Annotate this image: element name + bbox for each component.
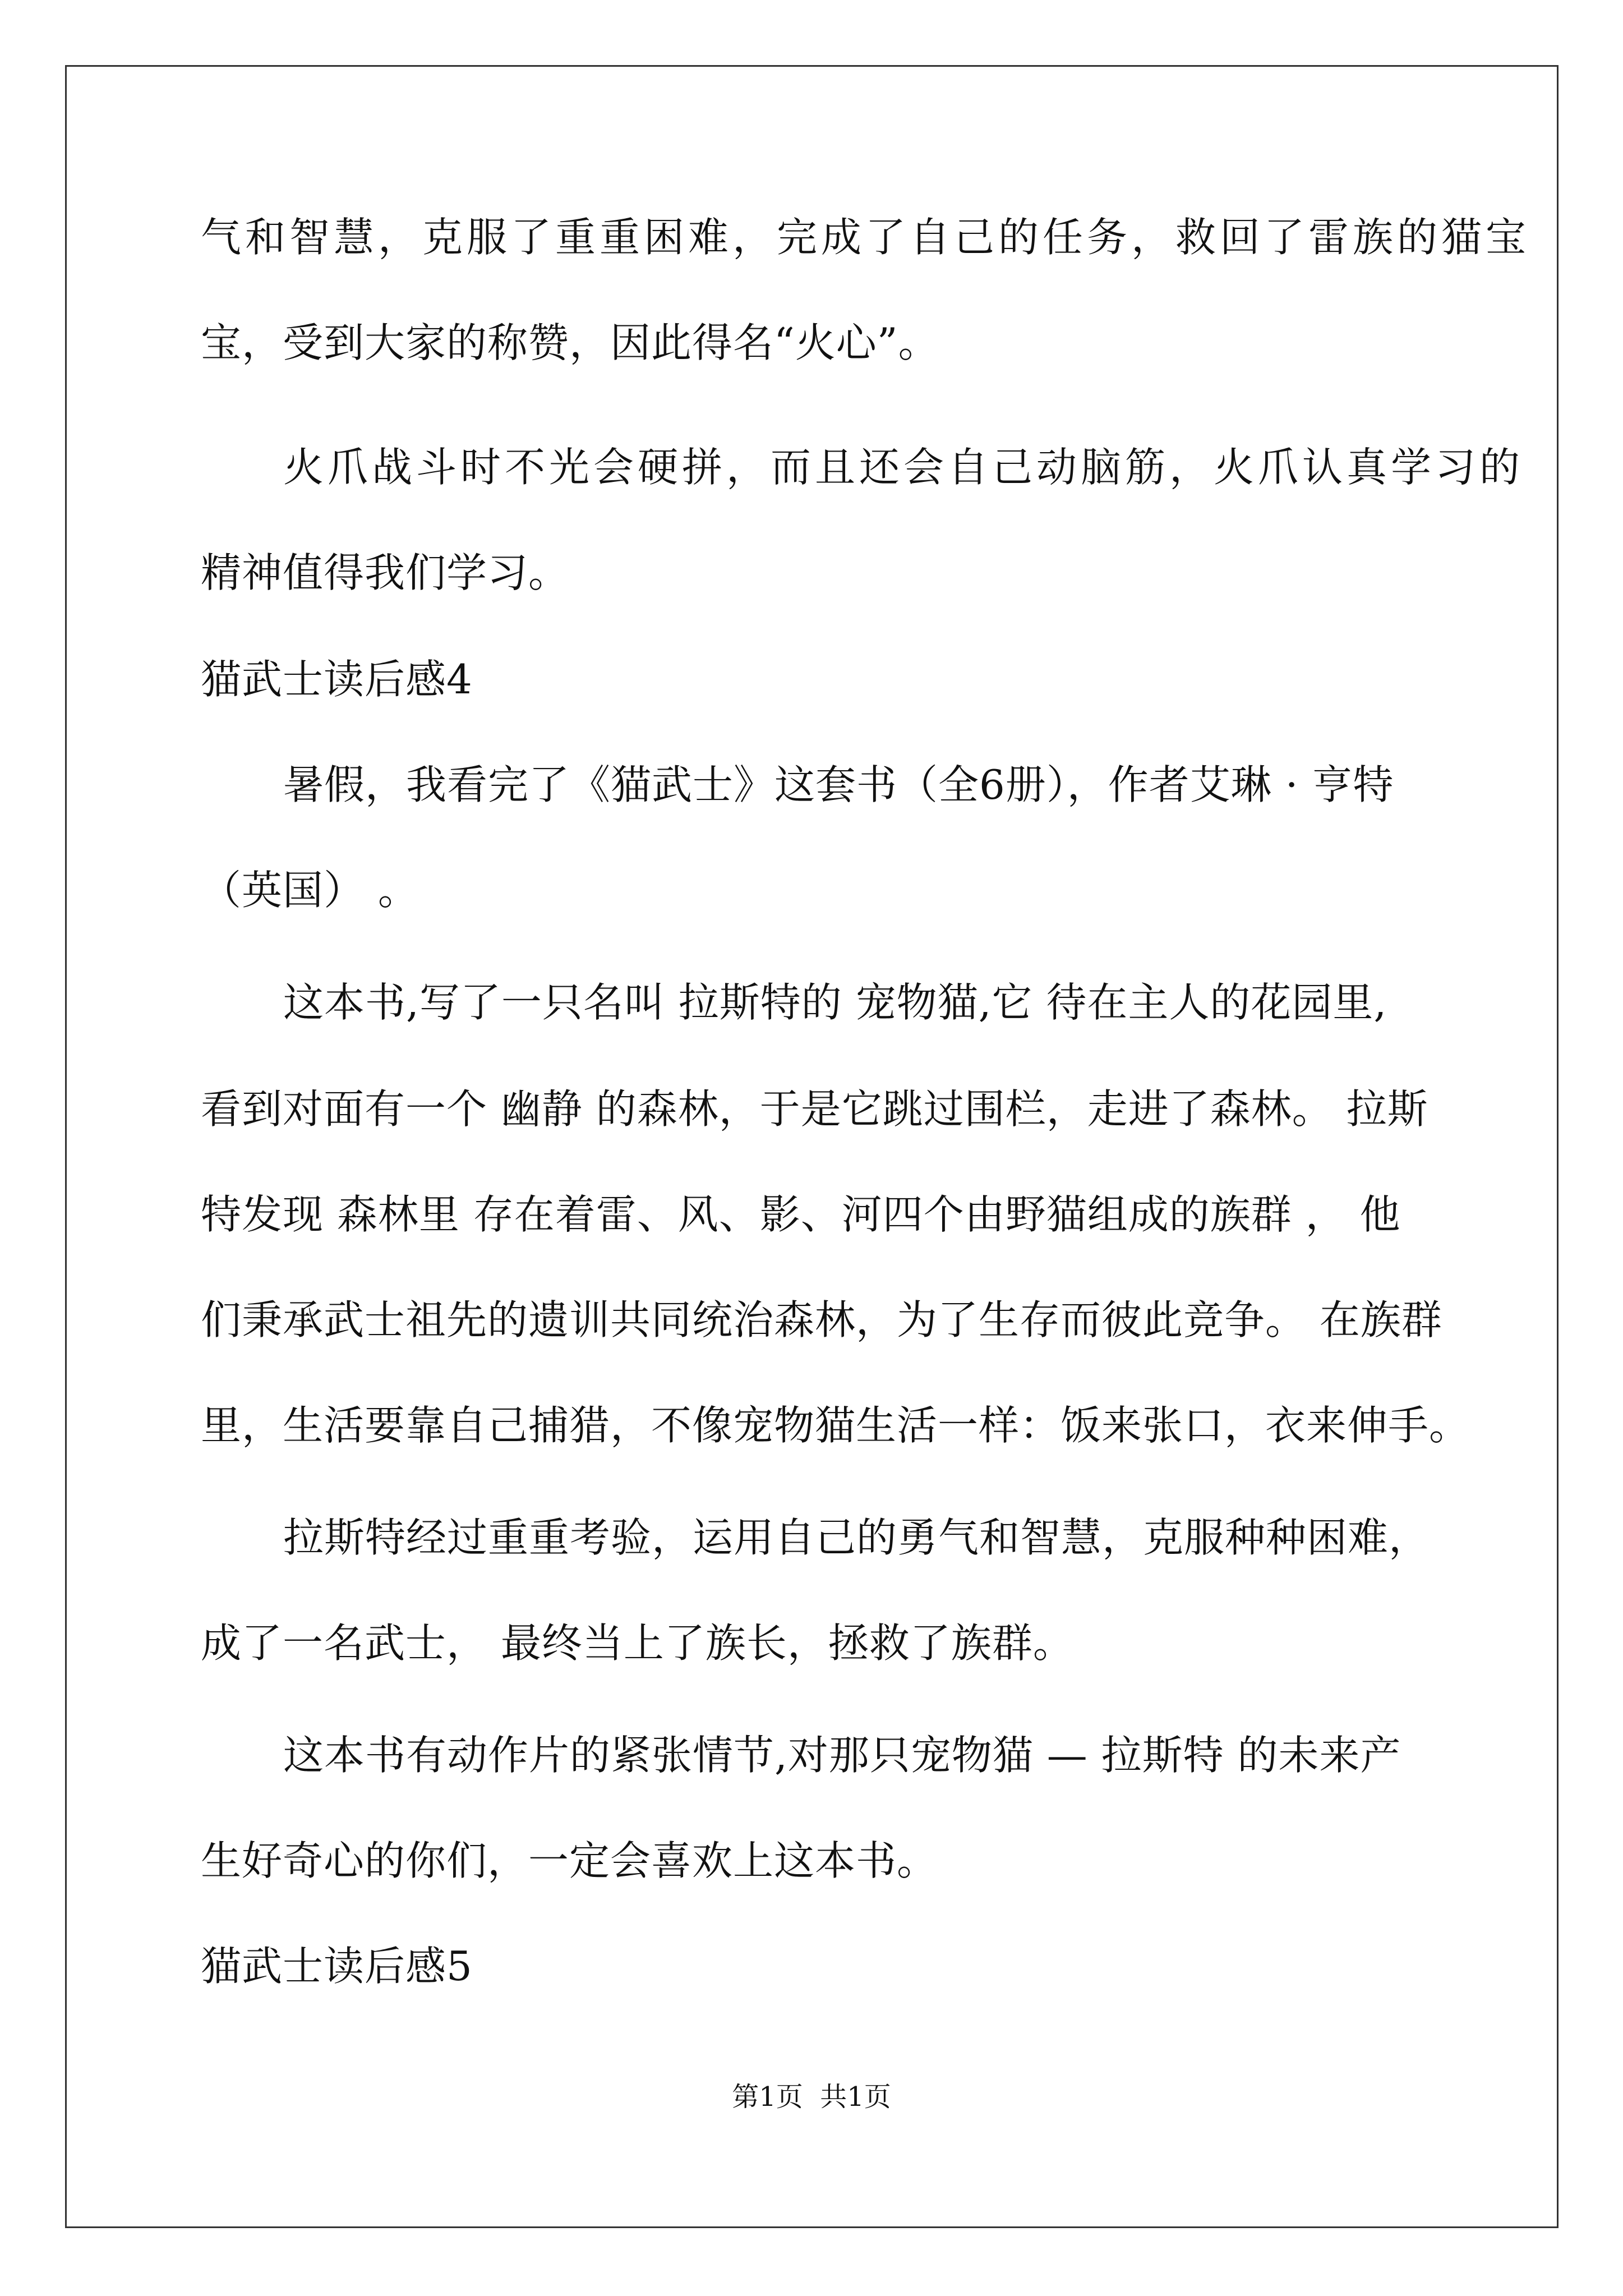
body-text-line: 拉斯特经过重重考验，运用自己的勇气和智慧，克服种种困难， bbox=[283, 1514, 1430, 1561]
body-text-line: （英国） 。 bbox=[201, 867, 419, 914]
page-footer: 第1页 共1页 bbox=[732, 2081, 891, 2113]
body-text-line: 暑假，我看完了《猫武士》这套书（全6册），作者艾琳 · 亨特 bbox=[283, 761, 1394, 808]
page-frame bbox=[65, 65, 1559, 2228]
body-text-line: 火爪战斗时不光会硬拼，而且还会自己动脑筋，火爪认真学习的 bbox=[283, 444, 1524, 491]
body-text-line: 宝，受到大家的称赞，因此得名“火心”。 bbox=[201, 319, 939, 366]
body-text-line: 这本书有动作片的紧张情节,对那只宠物猫 — 拉斯特 的未来产 bbox=[283, 1732, 1401, 1779]
body-text-line: 们秉承武士祖先的遗训共同统治森林，为了生存而彼此竞争。 在族群 bbox=[201, 1296, 1442, 1343]
body-text-line: 看到对面有一个 幽静 的森林，于是它跳过围栏，走进了森林。 拉斯 bbox=[201, 1085, 1428, 1133]
body-text-line: 成了一名武士， 最终当上了族长，拯救了族群。 bbox=[201, 1619, 1074, 1667]
body-text-line: 特发现 森林里 存在着雷、风、影、河四个由野猫组成的族群 ， 他 bbox=[201, 1191, 1401, 1238]
section-heading: 猫武士读后感4 bbox=[201, 656, 473, 703]
section-heading: 猫武士读后感5 bbox=[201, 1943, 473, 1990]
body-text-line: 这本书,写了一只名叫 拉斯特的 宠物猫,它 待在主人的花园里, bbox=[283, 979, 1387, 1026]
body-text-line: 精神值得我们学习。 bbox=[201, 549, 570, 596]
body-text-line: 生好奇心的你们，一定会喜欢上这本书。 bbox=[201, 1837, 938, 1884]
body-text-line: 里，生活要靠自己捕猎，不像宠物猫生活一样：饭来张口，衣来伸手。 bbox=[201, 1402, 1470, 1449]
body-text-line: 气和智慧，克服了重重困难，完成了自己的任务，救回了雷族的猫宝 bbox=[201, 214, 1530, 261]
